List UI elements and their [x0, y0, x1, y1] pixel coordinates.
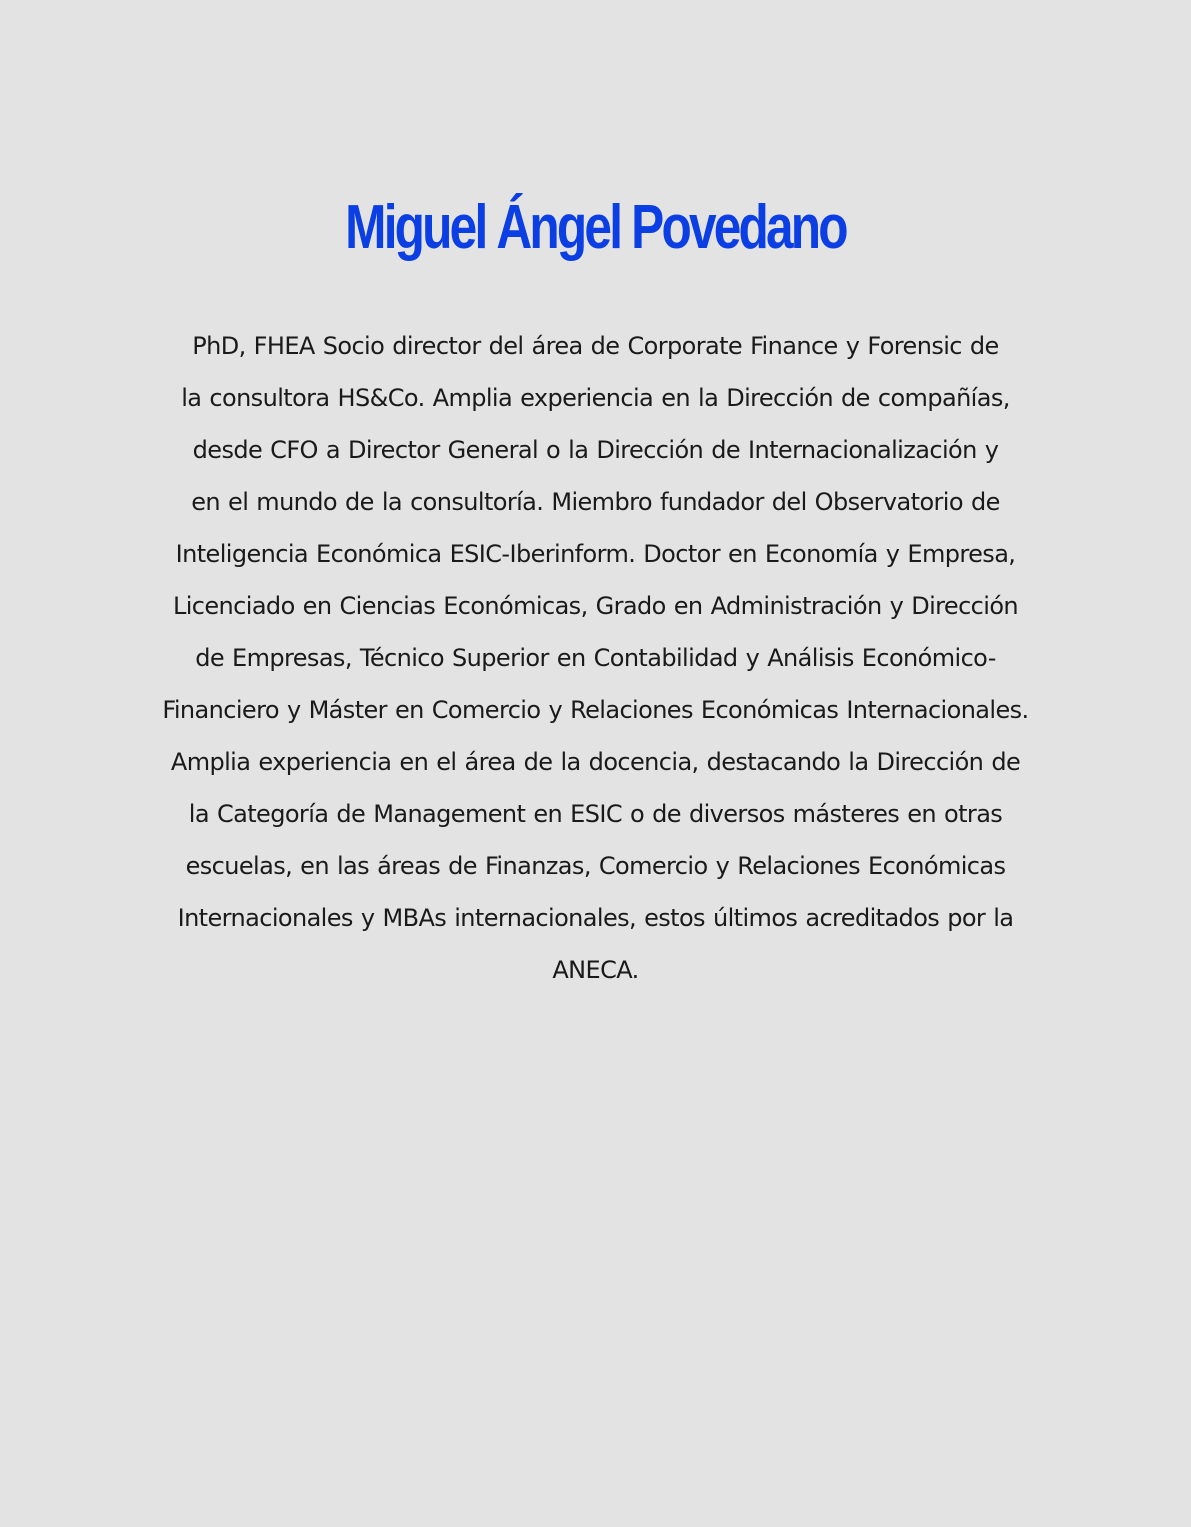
- bio-line: Inteligencia Económica ESIC-Iberinform. Doctor en Economía y Empresa,: [175, 540, 1016, 568]
- bio-line: escuelas, en las áreas de Finanzas, Comercio y Relaciones Económicas: [185, 852, 1006, 880]
- bio-line: Internacionales y MBAs internacionales, estos últimos acreditados por la: [177, 904, 1014, 932]
- bio-line: de Empresas, Técnico Superior en Contabilidad y Análisis Económico-: [195, 644, 996, 672]
- bio-line: la Categoría de Management en ESIC o de diversos másteres en otras: [188, 800, 1003, 828]
- bio-line: la consultora HS&Co. Amplia experiencia en la Dirección de compañías,: [181, 384, 1010, 412]
- bio-line: desde CFO a Director General o la Dirección de Internacionalización y: [192, 436, 999, 464]
- bio-line: Financiero y Máster en Comercio y Relaciones Económicas Internacionales.: [162, 696, 1029, 724]
- bio-line: ANECA.: [552, 956, 639, 984]
- bio-line: en el mundo de la consultoría. Miembro fundador del Observatorio de: [191, 488, 1000, 516]
- bio-paragraph: [105, 320, 1086, 996]
- bio-line: PhD, FHEA Socio director del área de Corporate Finance y Forensic de: [192, 332, 999, 360]
- bio-line: Licenciado en Ciencias Económicas, Grado en Administración y Dirección: [172, 592, 1019, 620]
- bio-line: Amplia experiencia en el área de la docencia, destacando la Dirección de: [170, 748, 1021, 776]
- person-name-title: Miguel Ángel Povedano: [345, 193, 846, 262]
